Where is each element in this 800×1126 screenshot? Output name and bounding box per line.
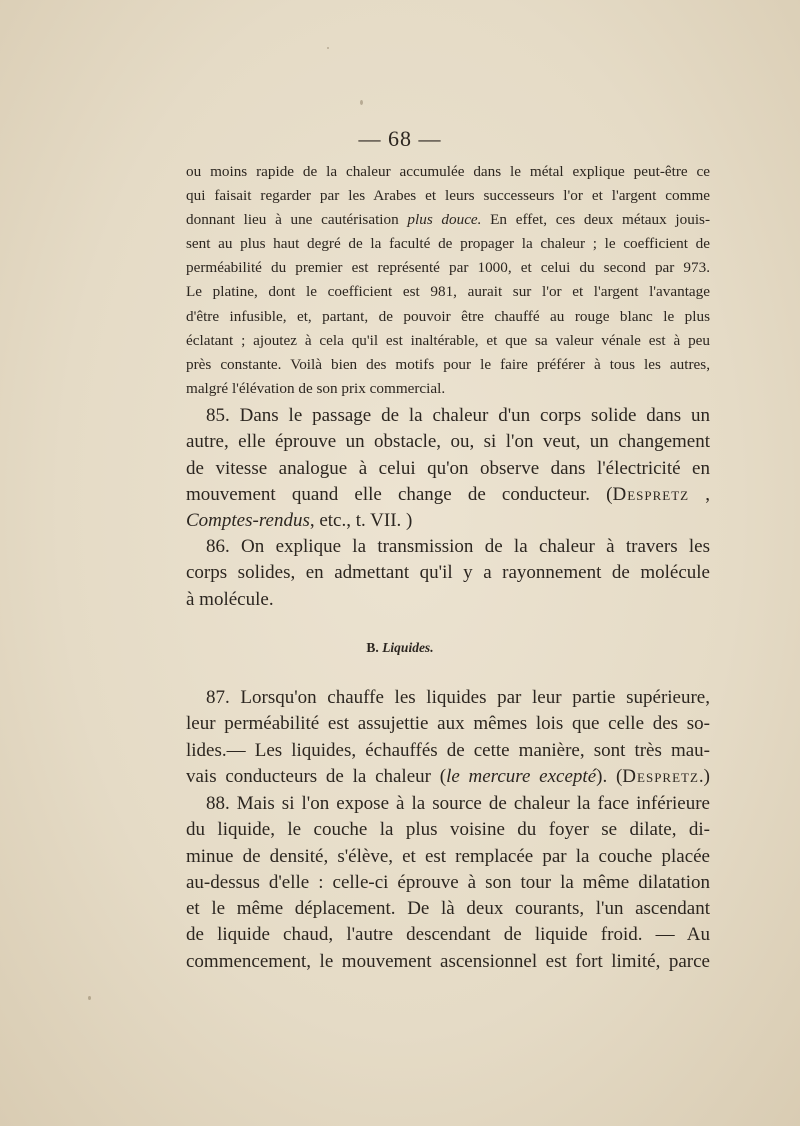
text-line: au-dessus d'elle : celle-ci éprouve à son tour la même dilatation (186, 871, 710, 893)
text-line: à molécule. (186, 588, 274, 610)
text-line: près constante. Voilà bien des motifs pour le faire préférer à tous les autres, (186, 355, 710, 373)
text-line: vais conducteurs de la chaleur (le mercure excepté). (Despretz.) (186, 765, 710, 787)
text-line: qui faisait regarder par les Arabes et leurs successeurs l'or et l'argent comme (186, 187, 710, 205)
text-line: perméabilité du premier est représenté par 1000, et celui du second par 973. (186, 259, 710, 277)
text-line: donnant lieu à une cautérisation plus douce. En effet, ces deux métaux jouis- (186, 211, 711, 229)
text-line: 86. On explique la transmission de la chaleur à travers les (206, 536, 710, 557)
paragraph-88 (186, 791, 710, 975)
page-number: — 68 — (358, 126, 442, 151)
paragraph-87 (186, 685, 710, 790)
text-line: 88. Mais si l'on expose à la source de chaleur la face inférieure (206, 793, 710, 814)
text-line: mouvement quand elle change de conducteur. (Despretz , (186, 483, 711, 505)
text-line: du liquide, le couche la plus voisine du foyer se dilate, di- (186, 819, 710, 841)
text-line: Comptes-rendus, etc., t. VII. ) (186, 510, 413, 532)
text-line: de liquide chaud, l'autre descendant de liquide froid. — Au (186, 924, 710, 946)
text-line: d'être infusible, et, partant, de pouvoir être chauffé au rouge blanc le plus (186, 307, 710, 325)
text-line: 85. Dans le passage de la chaleur d'un corps solide dans un (206, 405, 710, 426)
text-line: corps solides, en admettant qu'il y a rayonnement de molécule (186, 562, 710, 584)
text-line: Le platine, dont le coefficient est 981, aurait sur l'or et l'argent l'avantage (186, 283, 710, 301)
author-name: Despretz (622, 765, 699, 787)
text-line: leur perméabilité est assujettie aux mêmes lois que celle des so- (186, 713, 710, 735)
author-name: Despretz (612, 483, 690, 505)
section-heading: B. Liquides. (366, 640, 434, 655)
text-line: autre, elle éprouve un obstacle, ou, si l'on veut, un changement (186, 431, 710, 453)
italic-phrase: plus douce. (407, 211, 482, 229)
text-line: 87. Lorsqu'on chauffe les liquides par leur partie supérieure, (206, 687, 710, 708)
text-line: ou moins rapide de la chaleur accumulée dans le métal explique peut-être ce (186, 163, 710, 180)
text-line: malgré l'élévation de son prix commercial. (186, 379, 446, 397)
paragraph-intro (186, 160, 710, 401)
paragraph-86 (186, 534, 710, 613)
text-line: éclatant ; ajoutez à cela qu'il est inaltérable, et que sa valeur vénale est à peu (186, 331, 710, 349)
italic-phrase: le mercure excepté (446, 765, 597, 787)
text-line: de vitesse analogue à celui qu'on observe dans l'électricité en (186, 457, 710, 479)
text-line: et le même déplacement. De là deux courants, l'un ascendant (186, 898, 710, 920)
text-line: commencement, le mouvement ascensionnel est fort limité, parce (186, 950, 710, 972)
paragraph-85 (186, 403, 710, 534)
text-line: lides.— Les liquides, échauffés de cette manière, sont très mau- (186, 739, 710, 761)
text-line: minue de densité, s'élève, et est remplacée par la couche placée (186, 845, 710, 867)
italic-phrase: Comptes-rendus (186, 510, 310, 532)
text-line: sent au plus haut degré de la faculté de propager la chaleur ; le coefficient de (186, 235, 710, 253)
